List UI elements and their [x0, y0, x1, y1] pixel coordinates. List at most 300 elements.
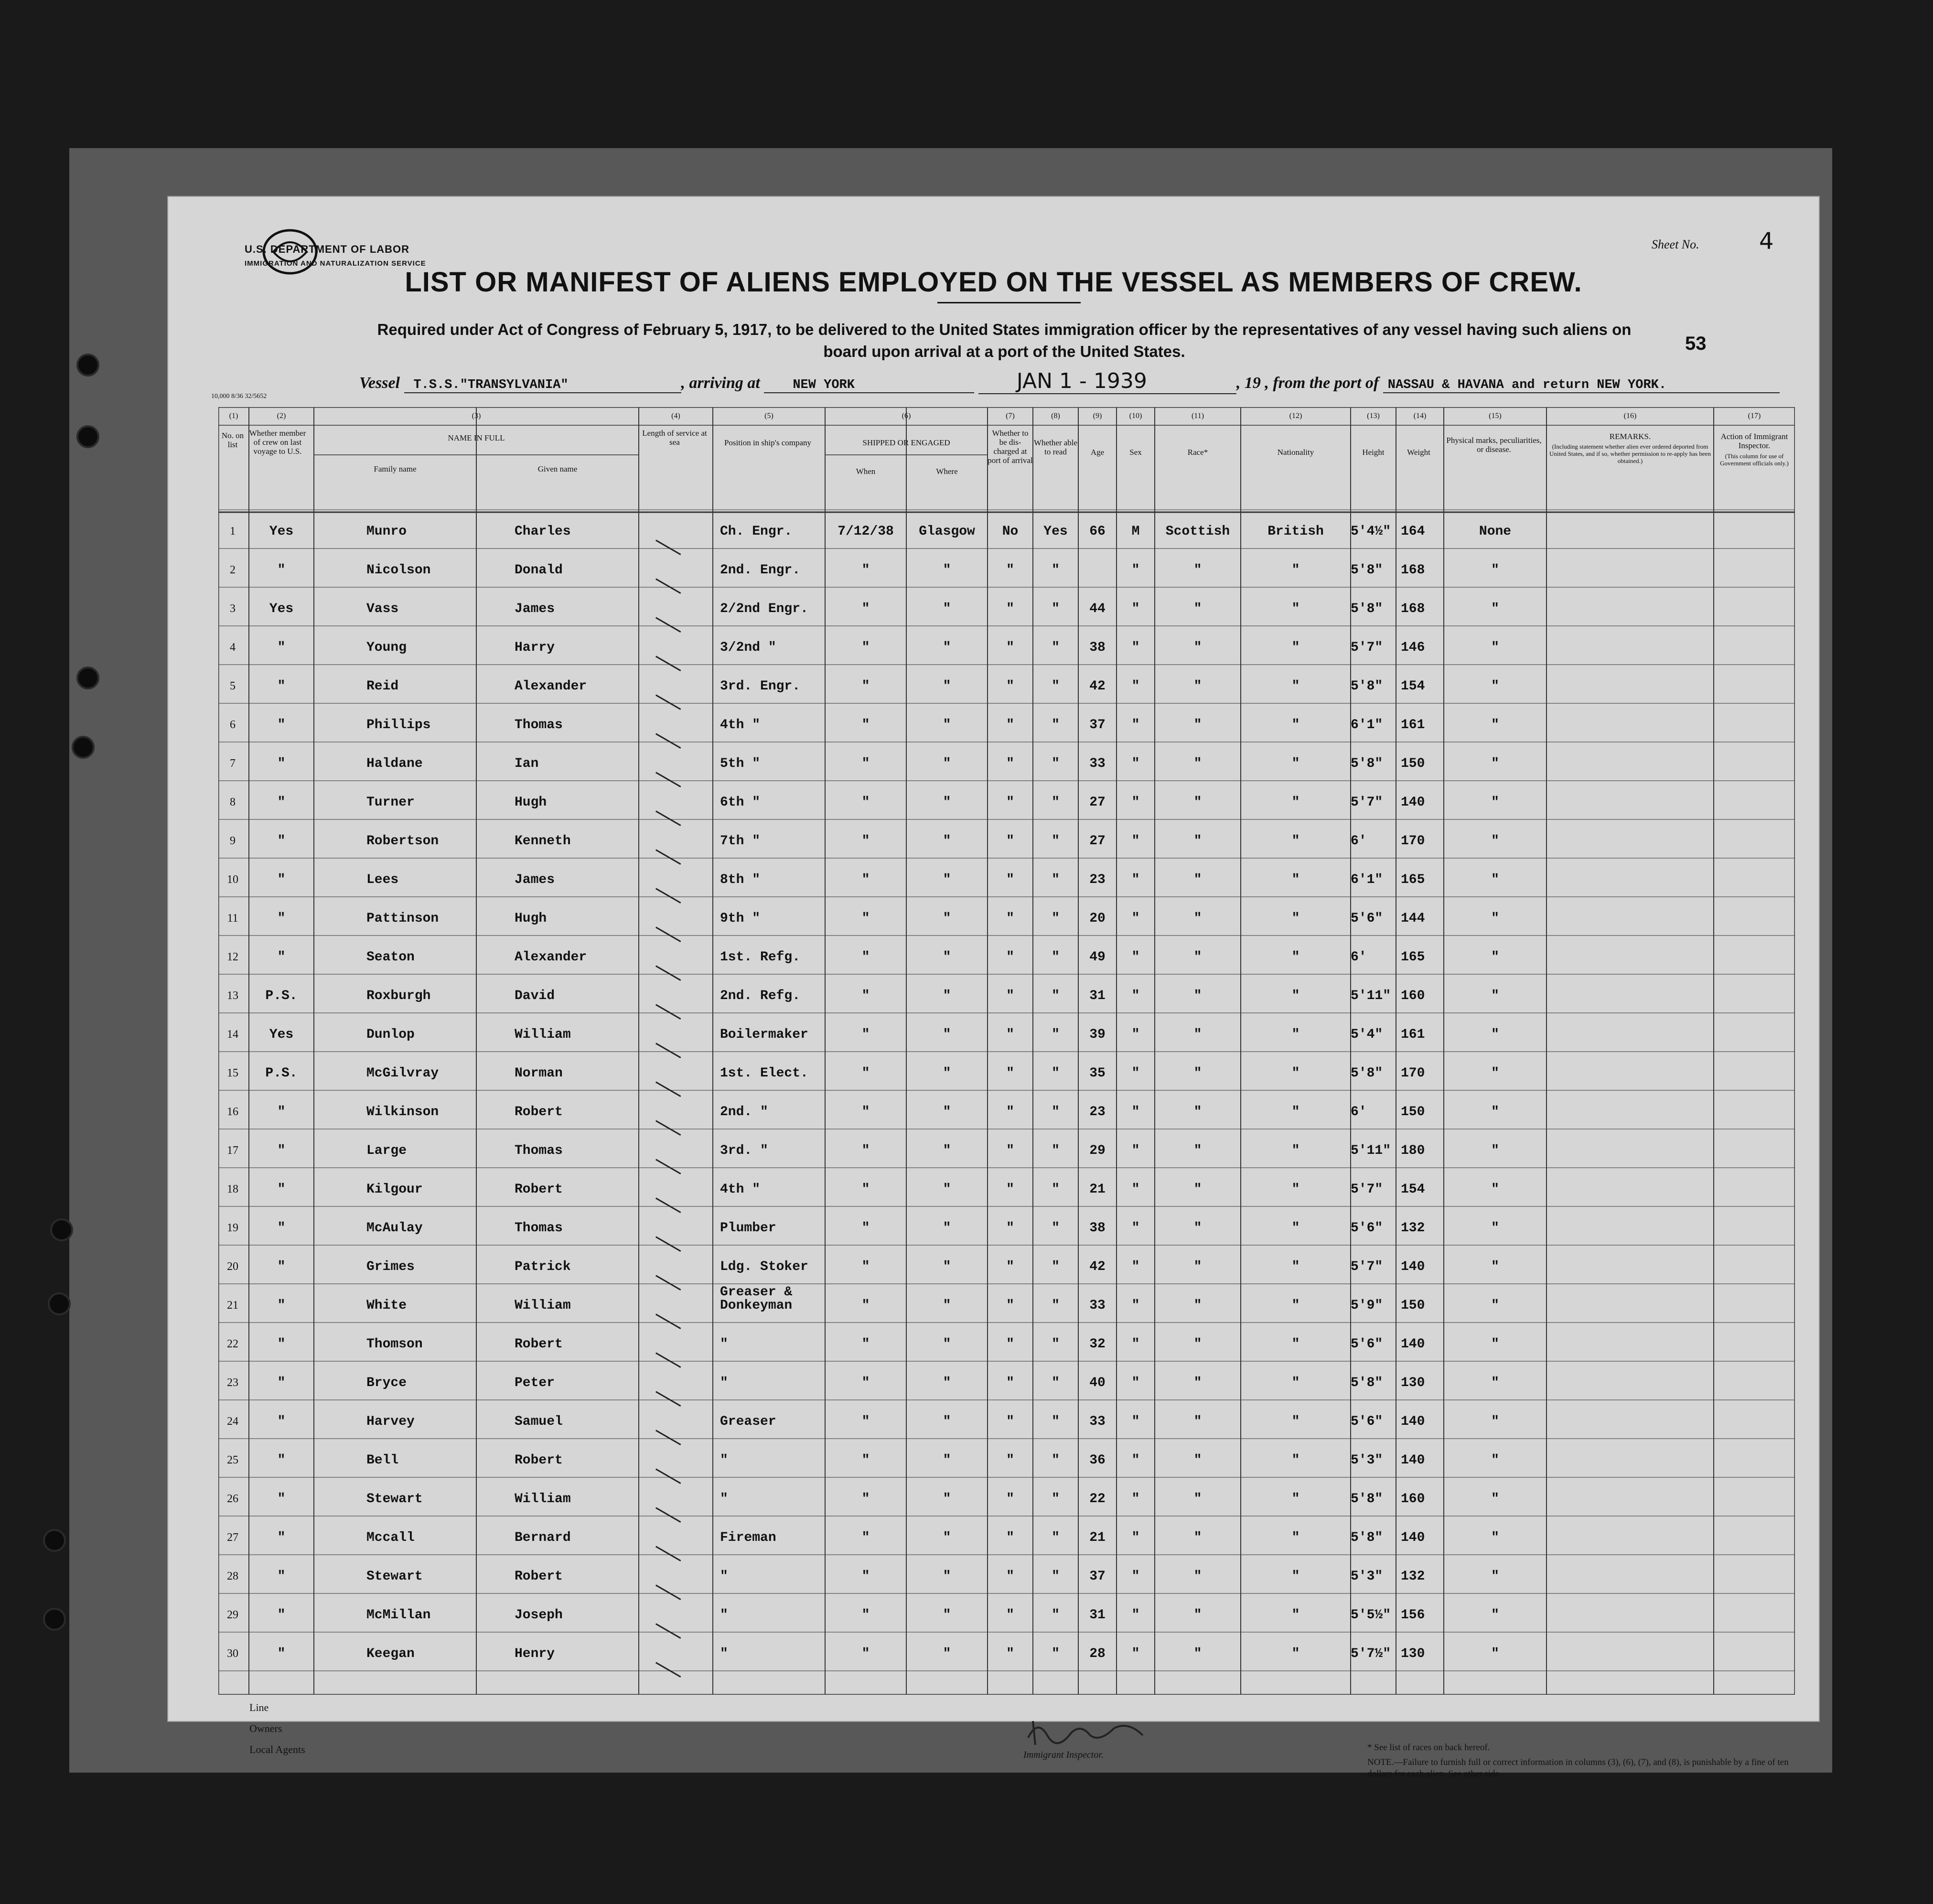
shipped-where-cell: ": [943, 1376, 951, 1390]
shipped-when-cell: ": [861, 1608, 870, 1623]
row-number-cell: 22: [227, 1338, 238, 1350]
sex-cell: ": [1131, 1492, 1140, 1506]
height-cell: 5'6": [1351, 1337, 1383, 1352]
manifest-table: [218, 407, 1795, 1695]
able-to-read-cell: ": [1052, 911, 1060, 926]
sex-cell: ": [1131, 679, 1140, 694]
header-remarks-note: (Including statement whether alien ever ordered deported from United States, and if so, whether permission to re-apply has been obtained.): [1549, 443, 1711, 464]
weight-cell: 140: [1401, 1530, 1425, 1545]
age-cell: 32: [1089, 1337, 1106, 1352]
given-name-cell: Norman: [515, 1066, 563, 1081]
shipped-when-cell: ": [861, 756, 870, 771]
member-cell: ": [277, 563, 286, 578]
able-to-read-cell: ": [1052, 1569, 1060, 1584]
position-cell: 9th ": [720, 911, 761, 926]
race-cell: ": [1193, 1492, 1202, 1506]
family-name-cell: McGilvray: [366, 1066, 439, 1081]
column-number: (7): [1006, 412, 1015, 420]
physical-marks-cell: ": [1491, 1337, 1499, 1352]
inspector-signature-icon: [1019, 1714, 1162, 1752]
able-to-read-cell: ": [1052, 1608, 1060, 1623]
family-name-cell: Young: [366, 640, 407, 655]
shipped-where-cell: ": [943, 795, 951, 810]
family-name-cell: Lees: [366, 872, 399, 887]
sex-cell: ": [1131, 1182, 1140, 1197]
physical-marks-cell: ": [1491, 756, 1499, 771]
sex-cell: ": [1131, 1298, 1140, 1313]
height-cell: 5'8": [1351, 602, 1383, 616]
discharge-cell: ": [1006, 1608, 1014, 1623]
given-name-cell: William: [515, 1492, 571, 1506]
row-number-cell: 26: [227, 1493, 238, 1505]
departure-port: NASSAU & HAVANA and return NEW YORK.: [1383, 378, 1780, 393]
given-name-cell: Robert: [515, 1453, 563, 1468]
age-cell: 38: [1089, 640, 1106, 655]
given-name-cell: Samuel: [515, 1414, 563, 1429]
row-number-cell: 1: [230, 525, 236, 538]
sex-cell: M: [1131, 524, 1140, 539]
member-cell: ": [277, 1569, 286, 1584]
header-position: Position in ship's company: [724, 438, 812, 447]
race-cell: ": [1193, 563, 1202, 578]
shipped-when-cell: ": [861, 1182, 870, 1197]
position-cell: 6th ": [720, 795, 761, 810]
member-cell: Yes: [269, 524, 294, 539]
weight-cell: 154: [1401, 679, 1425, 694]
height-cell: 5'5½": [1351, 1608, 1391, 1623]
discharge-cell: ": [1006, 872, 1014, 887]
column-number: (11): [1191, 412, 1204, 420]
header-weight: Weight: [1407, 448, 1430, 457]
shipped-where-cell: ": [943, 1027, 951, 1042]
sex-cell: ": [1131, 602, 1140, 616]
row-number-cell: 5: [230, 680, 236, 692]
weight-cell: 165: [1401, 950, 1425, 965]
row-number-cell: 6: [230, 719, 236, 731]
age-cell: 23: [1089, 1105, 1106, 1119]
shipped-when-cell: ": [861, 602, 870, 616]
race-cell: ": [1193, 718, 1202, 732]
height-cell: 6': [1351, 834, 1367, 849]
member-cell: ": [277, 1221, 286, 1236]
shipped-when-cell: ": [861, 1453, 870, 1468]
member-cell: ": [277, 1608, 286, 1623]
position-cell: Fireman: [720, 1530, 776, 1545]
discharge-cell: ": [1006, 1569, 1014, 1584]
discharge-cell: ": [1006, 1298, 1014, 1313]
nationality-cell: ": [1291, 1259, 1300, 1274]
discharge-cell: ": [1006, 834, 1014, 849]
height-cell: 5'6": [1351, 911, 1383, 926]
race-cell: ": [1193, 1298, 1202, 1313]
arrival-date: JAN 1 - 1939: [1016, 369, 1147, 393]
age-cell: 37: [1089, 1569, 1106, 1584]
service-name: IMMIGRATION AND NATURALIZATION SERVICE: [245, 259, 426, 268]
binder-hole: [76, 354, 99, 376]
sex-cell: ": [1131, 563, 1140, 578]
discharge-cell: ": [1006, 1027, 1014, 1042]
nationality-cell: ": [1291, 989, 1300, 1003]
given-name-cell: James: [515, 872, 555, 887]
member-cell: ": [277, 756, 286, 771]
weight-cell: 146: [1401, 640, 1425, 655]
nationality-cell: ": [1291, 1105, 1300, 1119]
age-cell: 23: [1089, 872, 1106, 887]
vessel-line: [359, 369, 1780, 394]
member-cell: ": [277, 1453, 286, 1468]
sex-cell: ": [1131, 718, 1140, 732]
nationality-cell: ": [1291, 1646, 1300, 1661]
discharge-cell: ": [1006, 1182, 1014, 1197]
sex-cell: ": [1131, 1027, 1140, 1042]
race-cell: ": [1193, 1221, 1202, 1236]
from-label: , from the port of: [1265, 374, 1379, 392]
given-name-cell: Robert: [515, 1182, 563, 1197]
race-cell: ": [1193, 756, 1202, 771]
sheet-label: Sheet No.: [1652, 237, 1699, 251]
row-number-cell: 23: [227, 1377, 238, 1389]
position-cell: 4th ": [720, 718, 761, 732]
physical-marks-cell: ": [1491, 795, 1499, 810]
member-cell: ": [277, 1259, 286, 1274]
age-cell: 38: [1089, 1221, 1106, 1236]
family-name-cell: McAulay: [366, 1221, 423, 1236]
shipped-when-cell: ": [861, 1259, 870, 1274]
position-cell: ": [720, 1337, 728, 1352]
shipped-where-cell: ": [943, 1182, 951, 1197]
height-cell: 5'7": [1351, 1259, 1383, 1274]
row-number-cell: 11: [227, 912, 238, 925]
shipped-when-cell: ": [861, 1492, 870, 1506]
member-cell: ": [277, 1143, 286, 1158]
age-cell: 22: [1089, 1492, 1106, 1506]
age-cell: 66: [1089, 524, 1106, 539]
physical-marks-cell: ": [1491, 834, 1499, 849]
able-to-read-cell: ": [1052, 1453, 1060, 1468]
age-cell: 31: [1089, 1608, 1106, 1623]
header-shipped: SHIPPED OR ENGAGED: [862, 438, 950, 447]
race-cell: ": [1193, 1530, 1202, 1545]
column-number: (3): [472, 412, 481, 420]
arriving-label: , arriving at: [681, 374, 760, 392]
member-cell: Yes: [269, 1027, 294, 1042]
row-number-cell: 30: [227, 1647, 238, 1660]
binder-hole: [50, 1218, 73, 1241]
shipped-where-cell: ": [943, 1259, 951, 1274]
physical-marks-cell: ": [1491, 602, 1499, 616]
discharge-cell: ": [1006, 1646, 1014, 1661]
race-cell: ": [1193, 1337, 1202, 1352]
shipped-when-cell: ": [861, 1143, 870, 1158]
age-cell: 20: [1089, 911, 1106, 926]
height-cell: 6'1": [1351, 872, 1383, 887]
position-cell: 2nd. ": [720, 1105, 768, 1119]
member-cell: ": [277, 718, 286, 732]
sex-cell: ": [1131, 1530, 1140, 1545]
family-name-cell: Keegan: [366, 1646, 415, 1661]
weight-cell: 140: [1401, 795, 1425, 810]
height-cell: 5'8": [1351, 563, 1383, 578]
discharge-cell: ": [1006, 756, 1014, 771]
race-cell: ": [1193, 640, 1202, 655]
position-cell: 3/2nd ": [720, 640, 776, 655]
position-cell: 8th ": [720, 872, 761, 887]
physical-marks-cell: ": [1491, 1259, 1499, 1274]
sex-cell: ": [1131, 1105, 1140, 1119]
sex-cell: ": [1131, 872, 1140, 887]
position-cell: 3rd. ": [720, 1143, 768, 1158]
able-to-read-cell: ": [1052, 1414, 1060, 1429]
age-cell: 42: [1089, 1259, 1106, 1274]
year-label: , 19: [1236, 374, 1261, 392]
shipped-where-cell: ": [943, 1337, 951, 1352]
column-number: (15): [1489, 412, 1502, 420]
height-cell: 5'6": [1351, 1221, 1383, 1236]
position-cell: ": [720, 1646, 728, 1661]
age-cell: 37: [1089, 718, 1106, 732]
shipped-where-cell: ": [943, 679, 951, 694]
physical-marks-cell: ": [1491, 1453, 1499, 1468]
physical-marks-cell: ": [1491, 1182, 1499, 1197]
position-cell: ": [720, 1569, 728, 1584]
able-to-read-cell: ": [1052, 1143, 1060, 1158]
discharge-cell: ": [1006, 718, 1014, 732]
weight-cell: 130: [1401, 1376, 1425, 1390]
member-cell: ": [277, 1530, 286, 1545]
family-name-cell: Roxburgh: [366, 989, 431, 1003]
header-no-on-list: No. on list: [221, 431, 244, 449]
weight-cell: 132: [1401, 1569, 1425, 1584]
header-name-in-full: NAME IN FULL: [448, 433, 505, 442]
height-cell: 5'7½": [1351, 1646, 1391, 1661]
race-cell: ": [1193, 1259, 1202, 1274]
row-number-cell: 24: [227, 1415, 238, 1428]
binder-hole: [76, 667, 99, 689]
family-name-cell: White: [366, 1298, 407, 1313]
family-name-cell: Grimes: [366, 1259, 415, 1274]
shipped-when-cell: ": [861, 1414, 870, 1429]
able-to-read-cell: ": [1052, 1105, 1060, 1119]
given-name-cell: Kenneth: [515, 834, 571, 849]
member-cell: ": [277, 1182, 286, 1197]
sex-cell: ": [1131, 1608, 1140, 1623]
page-number: 53: [1685, 333, 1707, 354]
sex-cell: ": [1131, 1414, 1140, 1429]
member-cell: ": [277, 795, 286, 810]
row-number-cell: 25: [227, 1454, 238, 1466]
race-cell: ": [1193, 1414, 1202, 1429]
member-cell: ": [277, 640, 286, 655]
sex-cell: ": [1131, 834, 1140, 849]
height-cell: 5'3": [1351, 1569, 1383, 1584]
shipped-when-cell: ": [861, 1298, 870, 1313]
height-cell: 5'8": [1351, 1530, 1383, 1545]
able-to-read-cell: ": [1052, 834, 1060, 849]
header-height: Height: [1362, 448, 1385, 457]
position-cell: Boilermaker: [720, 1027, 808, 1042]
age-cell: 39: [1089, 1027, 1106, 1042]
weight-cell: 160: [1401, 1492, 1425, 1506]
given-name-cell: David: [515, 989, 555, 1003]
shipped-where-cell: ": [943, 989, 951, 1003]
race-cell: ": [1193, 950, 1202, 965]
height-cell: 6'1": [1351, 718, 1383, 732]
family-name-cell: Pattinson: [366, 911, 439, 926]
inspector-label: Immigrant Inspector.: [1023, 1750, 1104, 1760]
discharge-cell: ": [1006, 1530, 1014, 1545]
physical-marks-cell: ": [1491, 1298, 1499, 1313]
shipped-where-cell: ": [943, 1221, 951, 1236]
member-cell: Yes: [269, 602, 294, 616]
height-cell: 5'3": [1351, 1453, 1383, 1468]
column-number: (8): [1051, 412, 1060, 420]
shipped-where-cell: ": [943, 1143, 951, 1158]
nationality-cell: ": [1291, 834, 1300, 849]
weight-cell: 150: [1401, 756, 1425, 771]
row-number-cell: 10: [227, 873, 238, 886]
shipped-when-cell: ": [861, 1221, 870, 1236]
header-able-to-read: Whether able to read: [1033, 438, 1078, 456]
able-to-read-cell: ": [1052, 756, 1060, 771]
physical-marks-cell: ": [1491, 1569, 1499, 1584]
shipped-when-cell: 7/12/38: [838, 524, 894, 539]
weight-cell: 164: [1401, 524, 1425, 539]
weight-cell: 168: [1401, 602, 1425, 616]
shipped-when-cell: ": [861, 795, 870, 810]
race-cell: ": [1193, 1376, 1202, 1390]
sex-cell: ": [1131, 1453, 1140, 1468]
row-number-cell: 16: [227, 1106, 238, 1118]
position-cell: 5th ": [720, 756, 761, 771]
shipped-where-cell: ": [943, 563, 951, 578]
discharge-cell: ": [1006, 1337, 1014, 1352]
race-cell: ": [1193, 1143, 1202, 1158]
sex-cell: ": [1131, 640, 1140, 655]
family-name-cell: Bryce: [366, 1376, 407, 1390]
weight-cell: 150: [1401, 1105, 1425, 1119]
weight-cell: 160: [1401, 989, 1425, 1003]
nationality-cell: ": [1291, 1530, 1300, 1545]
physical-marks-cell: ": [1491, 989, 1499, 1003]
physical-marks-cell: ": [1491, 872, 1499, 887]
binder-hole: [72, 736, 95, 759]
physical-marks-cell: ": [1491, 1221, 1499, 1236]
nationality-cell: ": [1291, 756, 1300, 771]
nationality-cell: ": [1291, 1027, 1300, 1042]
height-cell: 5'11": [1351, 1143, 1391, 1158]
shipped-where-cell: Glasgow: [919, 524, 975, 539]
column-number: (13): [1367, 412, 1380, 420]
position-cell: 2nd. Engr.: [720, 563, 801, 578]
weight-cell: 140: [1401, 1259, 1425, 1274]
race-cell: ": [1193, 872, 1202, 887]
header-action-note: (This column for use of Government officials only.): [1720, 452, 1789, 467]
given-name-cell: Bernard: [515, 1530, 571, 1545]
nationality-cell: ": [1291, 1337, 1300, 1352]
nationality-cell: ": [1291, 1376, 1300, 1390]
physical-marks-cell: ": [1491, 563, 1499, 578]
header-age: Age: [1090, 448, 1105, 457]
family-name-cell: Robertson: [366, 834, 439, 849]
physical-marks-cell: ": [1491, 950, 1499, 965]
position-cell: 3rd. Engr.: [720, 679, 801, 694]
page-title: LIST OR MANIFEST OF ALIENS EMPLOYED ON THE VESSEL AS MEMBERS OF CREW.: [405, 267, 1582, 298]
row-number-cell: 8: [230, 796, 236, 808]
position-cell: Ldg. Stoker: [720, 1259, 808, 1274]
member-cell: P.S.: [265, 989, 298, 1003]
family-name-cell: Thomson: [366, 1337, 423, 1352]
binder-hole: [43, 1608, 66, 1631]
physical-marks-cell: ": [1491, 911, 1499, 926]
physical-marks-cell: ": [1491, 1530, 1499, 1545]
nationality-cell: British: [1267, 524, 1324, 539]
physical-marks-cell: ": [1491, 640, 1499, 655]
physical-marks-cell: ": [1491, 718, 1499, 732]
physical-marks-cell: ": [1491, 1143, 1499, 1158]
weight-cell: 168: [1401, 563, 1425, 578]
header-where: Where: [936, 467, 958, 476]
column-number: (9): [1093, 412, 1102, 420]
height-cell: 5'7": [1351, 1182, 1383, 1197]
shipped-where-cell: ": [943, 872, 951, 887]
nationality-cell: ": [1291, 795, 1300, 810]
able-to-read-cell: ": [1052, 1298, 1060, 1313]
sex-cell: ": [1131, 989, 1140, 1003]
physical-marks-cell: ": [1491, 1646, 1499, 1661]
member-cell: ": [277, 1646, 286, 1661]
member-cell: ": [277, 1414, 286, 1429]
shipped-when-cell: ": [861, 834, 870, 849]
line-label: Line: [249, 1701, 269, 1713]
height-cell: 5'9": [1351, 1298, 1383, 1313]
race-cell: ": [1193, 1027, 1202, 1042]
family-name-cell: Bell: [366, 1453, 399, 1468]
shipped-where-cell: ": [943, 1105, 951, 1119]
local-agents-label: Local Agents: [249, 1743, 305, 1755]
position-cell: 4th ": [720, 1182, 761, 1197]
family-name-cell: Dunlop: [366, 1027, 415, 1042]
row-number-cell: 29: [227, 1609, 238, 1621]
able-to-read-cell: ": [1052, 679, 1060, 694]
shipped-when-cell: ": [861, 1105, 870, 1119]
shipped-where-cell: ": [943, 756, 951, 771]
able-to-read-cell: ": [1052, 640, 1060, 655]
nationality-cell: ": [1291, 718, 1300, 732]
discharge-cell: ": [1006, 795, 1014, 810]
owners-label: Owners: [249, 1722, 282, 1734]
penalty-note: NOTE.—Failure to furnish full or correct information in columns (3), (6), (7), and (8), is punishable by a fine of ten dollars for each alien. See other side.: [1367, 1757, 1789, 1779]
age-cell: 33: [1089, 1414, 1106, 1429]
weight-cell: 140: [1401, 1414, 1425, 1429]
weight-cell: 180: [1401, 1143, 1425, 1158]
family-name-cell: Large: [366, 1143, 407, 1158]
shipped-when-cell: ": [861, 1569, 870, 1584]
physical-marks-cell: ": [1491, 1414, 1499, 1429]
given-name-cell: Charles: [515, 524, 571, 539]
race-cell: ": [1193, 911, 1202, 926]
weight-cell: 132: [1401, 1221, 1425, 1236]
age-cell: 44: [1089, 602, 1106, 616]
weight-cell: 161: [1401, 718, 1425, 732]
weight-cell: 154: [1401, 1182, 1425, 1197]
column-number: (4): [671, 412, 680, 420]
age-cell: 27: [1089, 795, 1106, 810]
header-discharged: Whether to be dis-charged at port of arrival: [988, 429, 1033, 465]
position-cell: 2/2nd Engr.: [720, 602, 808, 616]
member-cell: ": [277, 1337, 286, 1352]
nationality-cell: ": [1291, 872, 1300, 887]
given-name-cell: William: [515, 1027, 571, 1042]
